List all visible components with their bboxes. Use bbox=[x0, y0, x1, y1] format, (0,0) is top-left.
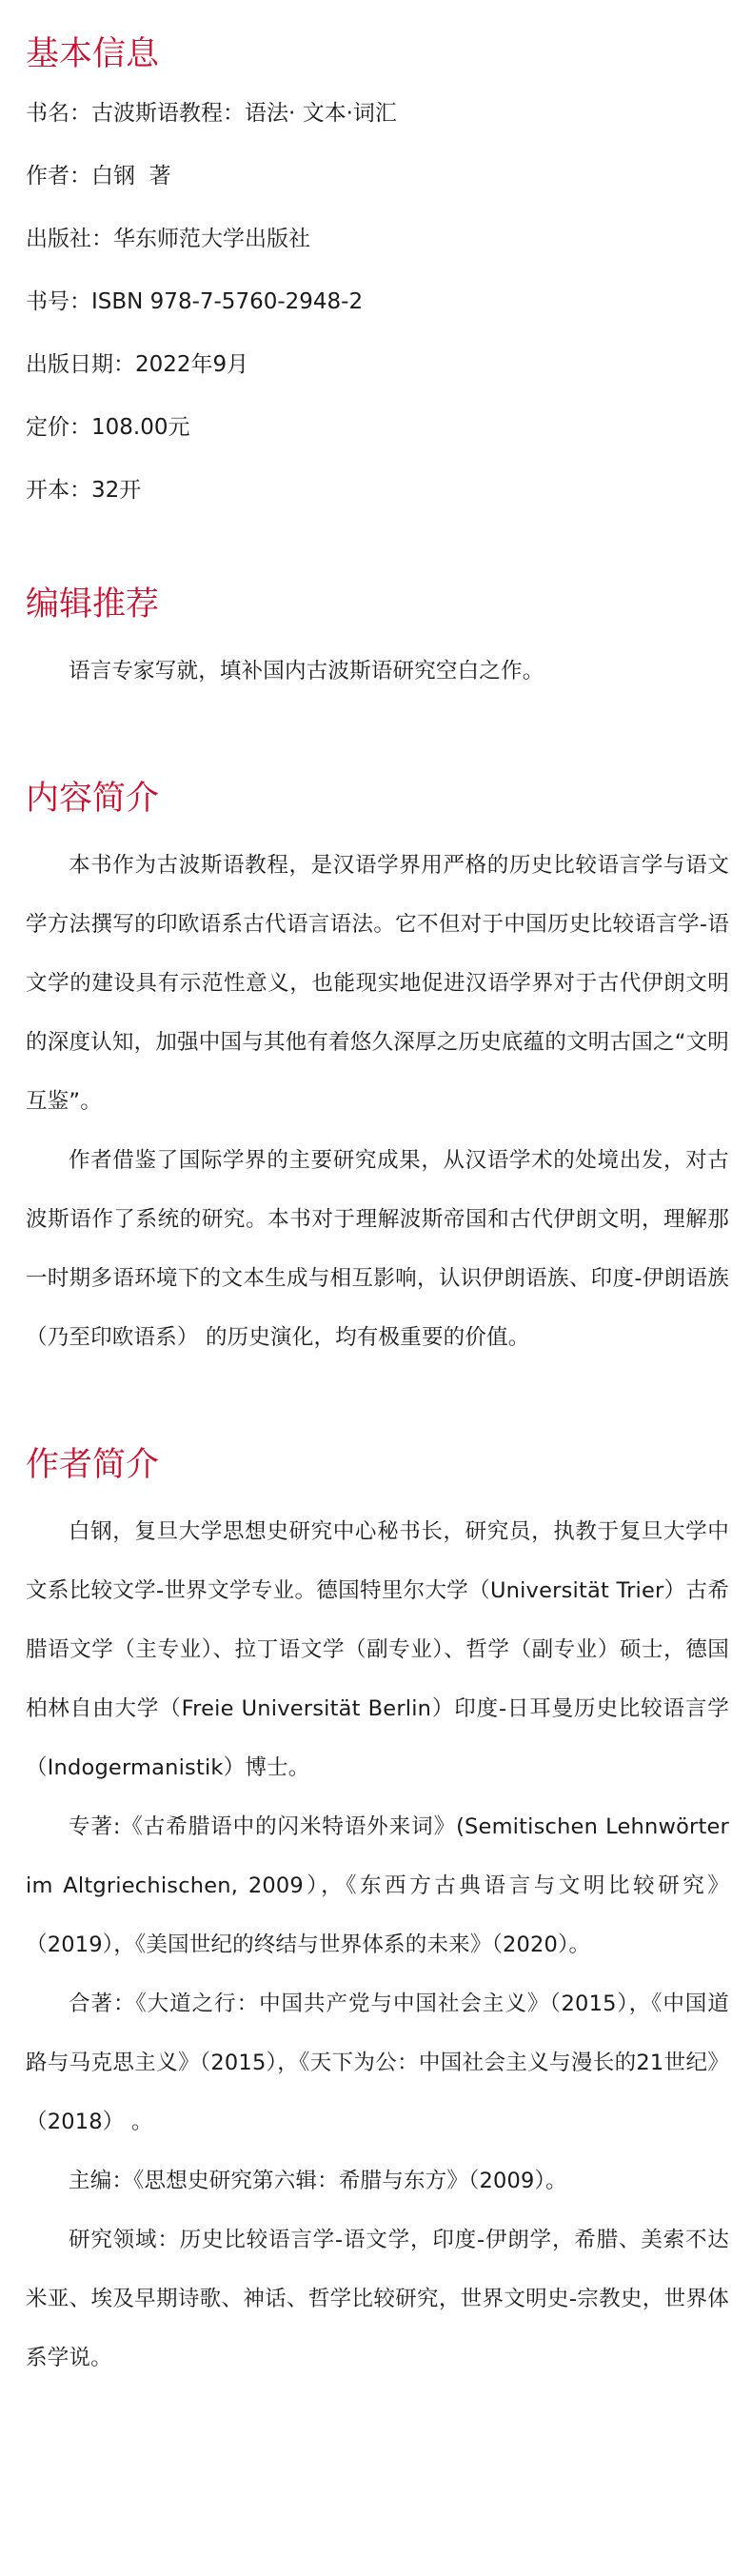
info-label: 出版日期： bbox=[26, 352, 135, 377]
content-intro-section bbox=[26, 775, 729, 1367]
paragraph: 研究领域：历史比较语言学-语文学，印度-伊朗学，希腊、美索不达米亚、埃及早期诗歌、神话、哲学比较研究，世界文明史-宗教史，世界体系学说。 bbox=[26, 2228, 729, 2370]
paragraph: 白钢，复旦大学思想史研究中心秘书长，研究员，执教于复旦大学中文系比较文学-世界文学专业。德国特里尔大学（Universität Trier）古希腊语文学（主专业）、拉丁语文学（副专业）、哲学（副专业）硕士，德国柏林自由大学（Freie Universität Berlin）印度-日耳曼历史比较语言学（Indogermanistik）博士。 bbox=[26, 1519, 729, 1780]
info-label: 书号： bbox=[26, 289, 91, 314]
paragraph: 合著：《大道之行：中国共产党与中国社会主义》（2015），《中国道路与马克思主义》（2015），《天下为公：中国社会主义与漫长的21世纪》（2018） 。 bbox=[26, 1991, 729, 2134]
author-intro-body bbox=[26, 1502, 729, 2388]
content-intro-title: 内容简介 bbox=[26, 780, 160, 818]
info-row-author bbox=[26, 154, 729, 217]
editor-recommend-section bbox=[26, 581, 729, 701]
paragraph: 语言专家写就，填补国内古波斯语研究空白之作。 bbox=[69, 659, 544, 684]
paragraph: 主编：《思想史研究第六辑：希腊与东方》（2009）。 bbox=[69, 2169, 567, 2193]
editor-recommend-title: 编辑推荐 bbox=[26, 585, 160, 624]
basic-info-title: 基本信息 bbox=[26, 35, 160, 73]
info-label: 出版社： bbox=[26, 227, 113, 251]
info-label: 定价： bbox=[26, 415, 91, 440]
info-row-title bbox=[26, 91, 729, 154]
info-row-isbn bbox=[26, 280, 729, 343]
info-value: 古波斯语教程：语法· 文本·词汇 bbox=[91, 101, 397, 126]
info-value: 32开 bbox=[91, 478, 142, 503]
info-label: 书名： bbox=[26, 101, 91, 126]
author-intro-section bbox=[26, 1441, 729, 2388]
info-value: 白钢 著 bbox=[91, 164, 171, 188]
author-intro-title: 作者简介 bbox=[26, 1446, 160, 1484]
paragraph: 本书作为古波斯语教程，是汉语学界用严格的历史比较语言学与语文学方法撰写的印欧语系古代语言语法。它不但对于中国历史比较语言学-语文学的建设具有示范性意义，也能现实地促进汉语学界对于古代伊朗文明的深度认知，加强中国与其他有着悠久深厚之历史底蕴的文明古国之“文明互鉴”。 bbox=[26, 853, 729, 1114]
info-row-price bbox=[26, 406, 729, 468]
info-value: 108.00元 bbox=[91, 415, 190, 440]
paragraph: 作者借鉴了国际学界的主要研究成果，从汉语学术的处境出发，对古波斯语作了系统的研究。本书对于理解波斯帝国和古代伊朗文明，理解那一时期多语环境下的文本生成与相互影响，认识伊朗语族、印度-伊朗语族（乃至印欧语系） 的历史演化，均有极重要的价值。 bbox=[26, 1148, 729, 1350]
info-value: 2022年9月 bbox=[135, 352, 249, 377]
info-label: 作者： bbox=[26, 164, 91, 188]
info-value: ISBN 978-7-5760-2948-2 bbox=[91, 289, 364, 314]
basic-info-list bbox=[26, 91, 729, 531]
content-intro-body bbox=[26, 836, 729, 1367]
info-row-date bbox=[26, 343, 729, 406]
info-row-format bbox=[26, 468, 729, 531]
info-label: 开本： bbox=[26, 478, 91, 503]
info-row-publisher bbox=[26, 217, 729, 280]
info-value: 华东师范大学出版社 bbox=[113, 227, 310, 251]
paragraph: 专著:《古希腊语中的闪米特语外来词》(Semitischen Lehnwörter im Altgriechischen, 2009），《东西方古典语言与文明比较研究》（2019），《美国世纪的终结与世界体系的未来》（2020）。 bbox=[26, 1814, 729, 1957]
editor-recommend-body bbox=[26, 642, 729, 701]
basic-info-section bbox=[26, 30, 729, 531]
